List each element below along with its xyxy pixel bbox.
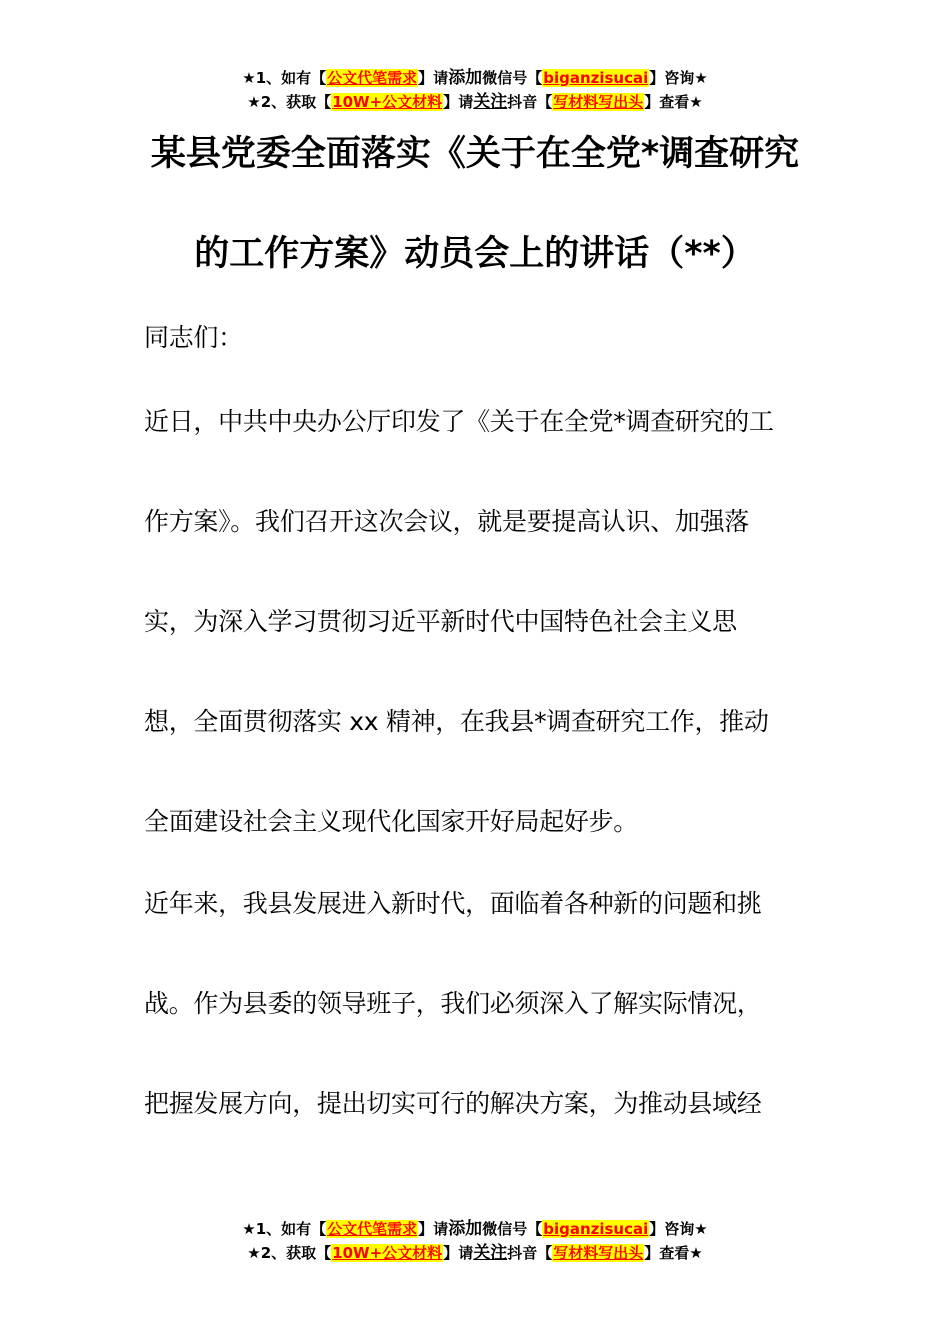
banner-emphasis: 关注 [473,1243,508,1263]
header-banner [0,66,950,114]
highlight-materials: 10W+公文材料 [332,93,443,111]
banner-line-2 [0,1241,950,1265]
banner-text: 微信号【 [482,1220,543,1238]
highlight-wechat-id: biganzisucai [543,1220,649,1238]
banner-text: 】咨询★ [649,69,708,87]
banner-text: 】咨询★ [649,1220,708,1238]
banner-emphasis: 关注 [473,92,508,112]
banner-emphasis: 添加 [448,1219,483,1239]
banner-text: ★2、获取【 [247,1244,332,1262]
banner-text: 】请 [418,69,449,87]
body-line: 想，全面贯彻落实 xx 精神，在我县*调查研究工作，推动 [144,707,769,736]
banner-text: 抖音【 [507,93,553,111]
highlight-service: 公文代笔需求 [327,1220,418,1238]
highlight-douyin-id: 写材料写出头 [553,1244,644,1262]
body-line: 作方案》。我们召开这次会议，就是要提高认识、加强落 [144,507,750,536]
banner-text: ★1、如有【 [242,1220,327,1238]
banner-line-2 [0,90,950,114]
salutation: 同志们： [144,323,243,352]
banner-text: 微信号【 [482,69,543,87]
document-title-line-2: 的工作方案》动员会上的讲话（**） [194,234,756,274]
banner-line-1 [0,1217,950,1241]
highlight-douyin-id: 写材料写出头 [553,93,644,111]
highlight-wechat-id: biganzisucai [543,69,649,87]
body-line: 近日，中共中央办公厅印发了《关于在全党*调查研究的工 [144,407,774,436]
highlight-service: 公文代笔需求 [327,69,418,87]
document-title-line-1: 某县党委全面落实《关于在全党*调查研究 [150,134,800,174]
banner-emphasis: 添加 [448,68,483,88]
body-line: 战。作为县委的领导班子，我们必须深入了解实际情况， [144,989,762,1018]
banner-text: 抖音【 [507,1244,553,1262]
body-line: 近年来，我县发展进入新时代，面临着各种新的问题和挑 [144,889,762,918]
highlight-materials: 10W+公文材料 [332,1244,443,1262]
body-line: 实，为深入学习贯彻习近平新时代中国特色社会主义思 [144,607,737,636]
banner-text: 】查看★ [644,1244,703,1262]
banner-text: 】请 [443,93,474,111]
footer-banner [0,1217,950,1265]
banner-text: ★1、如有【 [242,69,327,87]
body-line: 全面建设社会主义现代化国家开好局起好步。 [144,807,639,836]
banner-text: ★2、获取【 [247,93,332,111]
body-line: 把握发展方向，提出切实可行的解决方案，为推动县域经 [144,1089,762,1118]
banner-line-1 [0,66,950,90]
banner-text: 】请 [418,1220,449,1238]
banner-text: 】查看★ [644,93,703,111]
banner-text: 】请 [443,1244,474,1262]
